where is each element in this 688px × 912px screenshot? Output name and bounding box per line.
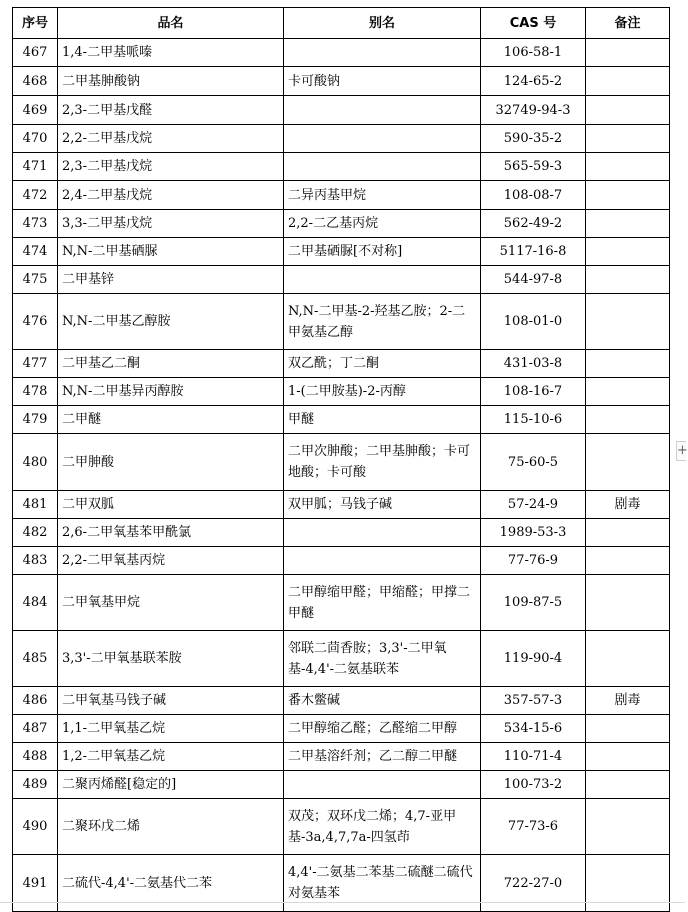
alias-name-cell: 4,4'-二氨基二苯基二硫醚二硫代对氨基苯 <box>284 855 481 912</box>
remark-cell <box>586 39 670 67</box>
product-name-cell: 1,1-二甲氧基乙烷 <box>58 715 284 743</box>
cas-number-cell: 124-65-2 <box>481 67 586 96</box>
alias-name-cell: 卡可酸钠 <box>284 67 481 96</box>
cas-number-cell: 1989-53-3 <box>481 519 586 547</box>
row-number-cell: 470 <box>13 125 58 153</box>
alias-name-cell: 二甲基硒脲[不对称] <box>284 238 481 266</box>
alias-name-cell: 双甲胍；马钱子碱 <box>284 491 481 519</box>
remark-cell <box>586 125 670 153</box>
cas-number-cell: 534-15-6 <box>481 715 586 743</box>
cas-number-cell: 100-73-2 <box>481 771 586 799</box>
product-name-cell: N,N-二甲基异丙醇胺 <box>58 378 284 406</box>
row-number-cell: 485 <box>13 631 58 687</box>
row-number-cell: 486 <box>13 687 58 715</box>
cas-number-cell: 722-27-0 <box>481 855 586 912</box>
remark-cell <box>586 406 670 434</box>
alias-name-cell <box>284 39 481 67</box>
alias-name-cell: 番木鳖碱 <box>284 687 481 715</box>
product-name-cell: 1,2-二甲氧基乙烷 <box>58 743 284 771</box>
remark-cell <box>586 238 670 266</box>
cas-number-cell: 544-97-8 <box>481 266 586 294</box>
remark-cell <box>586 294 670 350</box>
table-row <box>13 294 670 350</box>
cas-number-cell: 119-90-4 <box>481 631 586 687</box>
cas-number-cell: 77-73-6 <box>481 799 586 855</box>
row-number-cell: 479 <box>13 406 58 434</box>
product-name-cell: 2,3-二甲基戊醛 <box>58 96 284 125</box>
alias-name-cell: 甲醚 <box>284 406 481 434</box>
alias-name-cell: 二甲醇缩甲醛；甲缩醛；甲撑二甲醚 <box>284 575 481 631</box>
product-name-cell: 2,3-二甲基戊烷 <box>58 153 284 181</box>
remark-cell: 剧毒 <box>586 687 670 715</box>
product-name-cell: 二甲氧基马钱子碱 <box>58 687 284 715</box>
cas-number-cell: 357-57-3 <box>481 687 586 715</box>
page-bottom-divider <box>0 902 685 903</box>
table-row <box>13 687 670 715</box>
table-row <box>13 575 670 631</box>
table-row <box>13 491 670 519</box>
cas-number-cell: 562-49-2 <box>481 210 586 238</box>
row-number-cell: 472 <box>13 181 58 210</box>
remark-cell <box>586 96 670 125</box>
alias-name-cell: 邻联二茴香胺；3,3'-二甲氧基-4,4'-二氨基联苯 <box>284 631 481 687</box>
product-name-cell: 二硫代-4,4'-二氨基代二苯 <box>58 855 284 912</box>
row-number-cell: 484 <box>13 575 58 631</box>
table-row <box>13 39 670 67</box>
remark-cell <box>586 547 670 575</box>
product-name-cell: N,N-二甲基乙醇胺 <box>58 294 284 350</box>
table-row <box>13 350 670 378</box>
row-number-cell: 469 <box>13 96 58 125</box>
row-number-cell: 473 <box>13 210 58 238</box>
remark-cell <box>586 181 670 210</box>
cas-number-cell: 115-10-6 <box>481 406 586 434</box>
product-name-cell: 3,3'-二甲氧基联苯胺 <box>58 631 284 687</box>
table-row <box>13 631 670 687</box>
product-name-cell: 二甲基锌 <box>58 266 284 294</box>
product-name-cell: 二甲胂酸 <box>58 434 284 491</box>
product-name-cell: 1,4-二甲基哌嗪 <box>58 39 284 67</box>
remark-cell <box>586 631 670 687</box>
table-row <box>13 406 670 434</box>
cas-number-cell: 590-35-2 <box>481 125 586 153</box>
remark-cell <box>586 67 670 96</box>
table-row <box>13 519 670 547</box>
product-name-cell: N,N-二甲基硒脲 <box>58 238 284 266</box>
alias-name-cell: 1-(二甲胺基)-2-丙醇 <box>284 378 481 406</box>
table-row <box>13 238 670 266</box>
alias-name-cell: 二甲次胂酸；二甲基胂酸；卡可地酸；卡可酸 <box>284 434 481 491</box>
row-number-cell: 487 <box>13 715 58 743</box>
row-number-cell: 491 <box>13 855 58 912</box>
table-row <box>13 743 670 771</box>
row-number-cell: 475 <box>13 266 58 294</box>
alias-name-cell <box>284 153 481 181</box>
alias-name-cell: N,N-二甲基-2-羟基乙胺；2-二甲氨基乙醇 <box>284 294 481 350</box>
remark-cell <box>586 378 670 406</box>
row-number-cell: 467 <box>13 39 58 67</box>
header-name: 品名 <box>58 8 284 39</box>
row-number-cell: 468 <box>13 67 58 96</box>
remark-cell <box>586 771 670 799</box>
alias-name-cell <box>284 266 481 294</box>
header-cas: CAS 号 <box>481 8 586 39</box>
row-number-cell: 478 <box>13 378 58 406</box>
table-row <box>13 125 670 153</box>
table-row <box>13 96 670 125</box>
table-row <box>13 153 670 181</box>
table-row <box>13 378 670 406</box>
alias-name-cell <box>284 96 481 125</box>
alias-name-cell: 双乙酰；丁二酮 <box>284 350 481 378</box>
row-number-cell: 490 <box>13 799 58 855</box>
product-name-cell: 2,4-二甲基戊烷 <box>58 181 284 210</box>
table-row <box>13 266 670 294</box>
header-note: 备注 <box>586 8 670 39</box>
cas-number-cell: 75-60-5 <box>481 434 586 491</box>
product-name-cell: 2,6-二甲氧基苯甲酰氯 <box>58 519 284 547</box>
row-number-cell: 489 <box>13 771 58 799</box>
remark-cell <box>586 799 670 855</box>
table-row <box>13 547 670 575</box>
row-number-cell: 476 <box>13 294 58 350</box>
remark-cell <box>586 153 670 181</box>
cas-number-cell: 5117-16-8 <box>481 238 586 266</box>
remark-cell <box>586 575 670 631</box>
chemicals-table <box>12 7 670 912</box>
product-name-cell: 二甲氧基甲烷 <box>58 575 284 631</box>
table-row <box>13 771 670 799</box>
product-name-cell: 二甲基乙二酮 <box>58 350 284 378</box>
cas-number-cell: 108-16-7 <box>481 378 586 406</box>
row-number-cell: 471 <box>13 153 58 181</box>
product-name-cell: 二甲基胂酸钠 <box>58 67 284 96</box>
product-name-cell: 二聚丙烯醛[稳定的] <box>58 771 284 799</box>
product-name-cell: 二甲醚 <box>58 406 284 434</box>
product-name-cell: 3,3-二甲基戊烷 <box>58 210 284 238</box>
product-name-cell: 2,2-二甲基戊烷 <box>58 125 284 153</box>
cas-number-cell: 57-24-9 <box>481 491 586 519</box>
product-name-cell: 二甲双胍 <box>58 491 284 519</box>
cas-number-cell: 431-03-8 <box>481 350 586 378</box>
table-row <box>13 715 670 743</box>
cas-number-cell: 32749-94-3 <box>481 96 586 125</box>
remark-cell <box>586 350 670 378</box>
table-row <box>13 799 670 855</box>
alias-name-cell <box>284 519 481 547</box>
table-row <box>13 434 670 491</box>
alias-name-cell <box>284 125 481 153</box>
row-number-cell: 481 <box>13 491 58 519</box>
cas-number-cell: 106-58-1 <box>481 39 586 67</box>
product-name-cell: 2,2-二甲氧基丙烷 <box>58 547 284 575</box>
row-number-cell: 477 <box>13 350 58 378</box>
expand-plus-button[interactable]: + <box>676 441 686 461</box>
cas-number-cell: 108-08-7 <box>481 181 586 210</box>
remark-cell <box>586 266 670 294</box>
row-number-cell: 483 <box>13 547 58 575</box>
product-name-cell: 二聚环戊二烯 <box>58 799 284 855</box>
remark-cell <box>586 210 670 238</box>
cas-number-cell: 109-87-5 <box>481 575 586 631</box>
cas-number-cell: 110-71-4 <box>481 743 586 771</box>
alias-name-cell: 双茂；双环戊二烯；4,7-亚甲基-3a,4,7,7a-四氢茚 <box>284 799 481 855</box>
alias-name-cell: 二异丙基甲烷 <box>284 181 481 210</box>
remark-cell <box>586 519 670 547</box>
row-number-cell: 474 <box>13 238 58 266</box>
alias-name-cell: 2,2-二乙基丙烷 <box>284 210 481 238</box>
cas-number-cell: 108-01-0 <box>481 294 586 350</box>
alias-name-cell: 二甲醇缩乙醛；乙醛缩二甲醇 <box>284 715 481 743</box>
header-no: 序号 <box>13 8 58 39</box>
row-number-cell: 488 <box>13 743 58 771</box>
cas-number-cell: 565-59-3 <box>481 153 586 181</box>
table-row <box>13 67 670 96</box>
table-row <box>13 210 670 238</box>
remark-cell <box>586 743 670 771</box>
cas-number-cell: 77-76-9 <box>481 547 586 575</box>
header-row <box>13 8 670 39</box>
remark-cell: 剧毒 <box>586 491 670 519</box>
alias-name-cell <box>284 771 481 799</box>
row-number-cell: 480 <box>13 434 58 491</box>
remark-cell <box>586 715 670 743</box>
table-row <box>13 181 670 210</box>
alias-name-cell <box>284 547 481 575</box>
remark-cell <box>586 434 670 491</box>
alias-name-cell: 二甲基溶纤剂；乙二醇二甲醚 <box>284 743 481 771</box>
row-number-cell: 482 <box>13 519 58 547</box>
header-alias: 别名 <box>284 8 481 39</box>
